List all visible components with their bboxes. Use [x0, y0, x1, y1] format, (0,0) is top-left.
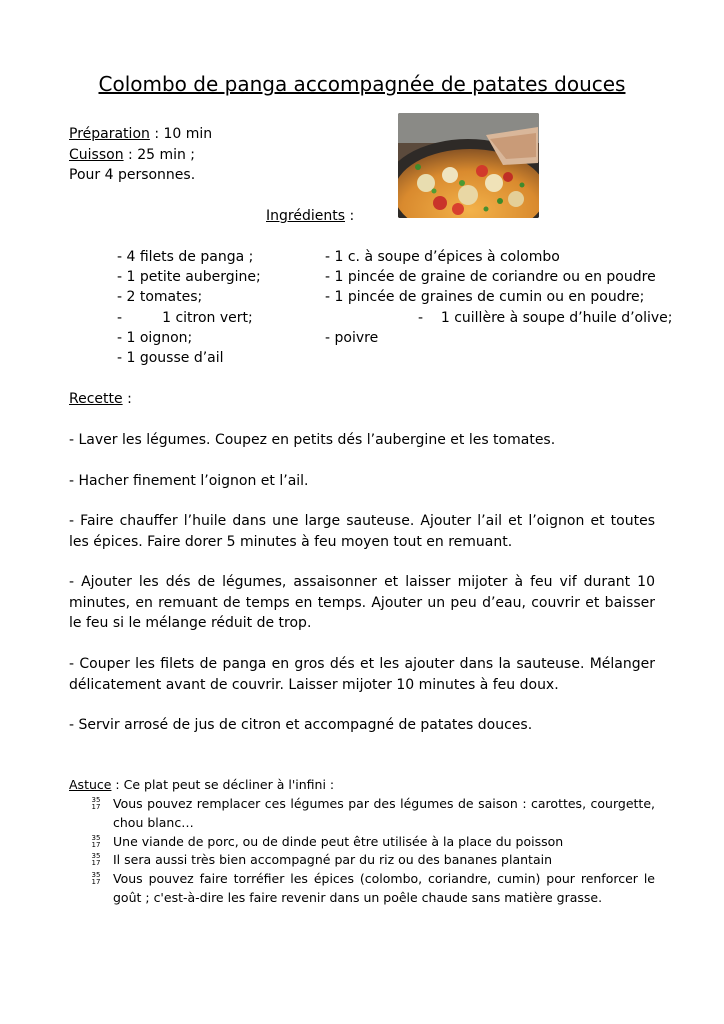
dish-photo [398, 113, 539, 218]
recipe-step: - Hacher finement l’oignon et l’ail. [69, 473, 309, 489]
bullet-bottom: 17 [91, 841, 101, 849]
bullet-top: 35 [91, 796, 101, 804]
ingredient-right-item: - 1 c. à soupe d’épices à colombo [325, 249, 560, 265]
prep-label: Préparation [69, 126, 150, 142]
recipe-heading-label: Recette [69, 391, 123, 407]
cook-label: Cuisson [69, 147, 124, 163]
bullet-top: 35 [91, 871, 101, 879]
tip-label: Astuce [69, 777, 112, 792]
ingredient-left-item: - 1 citron vert; [117, 310, 253, 326]
tip-item: Une viande de porc, ou de dinde peut être utilisée à la place du poisson [113, 834, 564, 849]
tip-heading [69, 776, 334, 794]
dish-photo-illustration [398, 113, 539, 218]
bullet-bottom: 17 [91, 859, 101, 867]
ingredients-heading-label: Ingrédients [266, 208, 345, 224]
page-title: Colombo de panga accompagnée de patates douces [98, 72, 626, 96]
recipe-heading-suffix: : [122, 391, 132, 407]
ingredient-right-item: - 1 cuillère à soupe d’huile d’olive; [418, 310, 673, 326]
bullet-top: 35 [91, 852, 101, 860]
recipe-step: - Servir arrosé de jus de citron et accompagné de patates douces. [69, 717, 533, 733]
recipe-step: - Faire chauffer l’huile dans une large sauteuse. Ajouter l’ail et l’oignon et toutes les épices. Faire dorer 5 minutes à feu moyen tout en remuant. [69, 513, 655, 550]
cook-value: : 25 min ; [123, 147, 196, 163]
recipe-step: - Couper les filets de panga en gros dés et les ajouter dans la sauteuse. Mélanger délicatement avant de couvrir. Laisser mijoter 10 minutes à feu doux. [69, 656, 655, 693]
cook-time [69, 146, 195, 164]
prep-value: : 10 min [149, 126, 213, 142]
bullet-top: 35 [91, 834, 101, 842]
prep-time [69, 125, 212, 143]
ingredient-left-item: - 1 petite aubergine; [117, 269, 261, 285]
ingredient-right-item: - 1 pincée de graine de coriandre ou en poudre [325, 269, 656, 285]
ingredient-left-item: - 1 gousse d’ail [117, 350, 224, 366]
ingredient-right-item: - poivre [325, 330, 379, 346]
recipe-step: - Laver les légumes. Coupez en petits dés l’aubergine et les tomates. [69, 432, 556, 448]
bullet-bottom: 17 [91, 803, 101, 811]
ingredient-right-item: - 1 pincée de graines de cumin ou en poudre; [325, 289, 645, 305]
ingredients-heading-suffix: : [345, 208, 355, 224]
bullet-icon [91, 797, 101, 811]
bullet-icon [91, 872, 101, 886]
ingredient-left-item: - 4 filets de panga ; [117, 249, 254, 265]
tip-item: Il sera aussi très bien accompagné par du riz ou des bananes plantain [113, 852, 553, 867]
tip-intro: : Ce plat peut se décliner à l'infini : [111, 777, 335, 792]
bullet-bottom: 17 [91, 878, 101, 886]
ingredient-left-item: - 1 oignon; [117, 330, 193, 346]
bullet-icon [91, 853, 101, 867]
recipe-step: - Ajouter les dés de légumes, assaisonner et laisser mijoter à feu vif durant 10 minutes, en remuant de temps en temps. Ajouter un peu d’eau, couvrir et baisser le feu si le mélange réduit de trop. [69, 574, 655, 631]
recipe-heading [69, 390, 132, 408]
tip-item: Vous pouvez remplacer ces légumes par des légumes de saison : carottes, courgette, chou blanc… [113, 796, 655, 830]
ingredient-left-item: - 2 tomates; [117, 289, 203, 305]
tip-item: Vous pouvez faire torréfier les épices (colombo, coriandre, cumin) pour renforcer le goût ; c'est-à-dire les faire revenir dans un poêle chaude sans matière grasse. [113, 871, 655, 905]
ingredients-heading [266, 207, 354, 225]
servings: Pour 4 personnes. [69, 167, 196, 183]
bullet-icon [91, 835, 101, 849]
